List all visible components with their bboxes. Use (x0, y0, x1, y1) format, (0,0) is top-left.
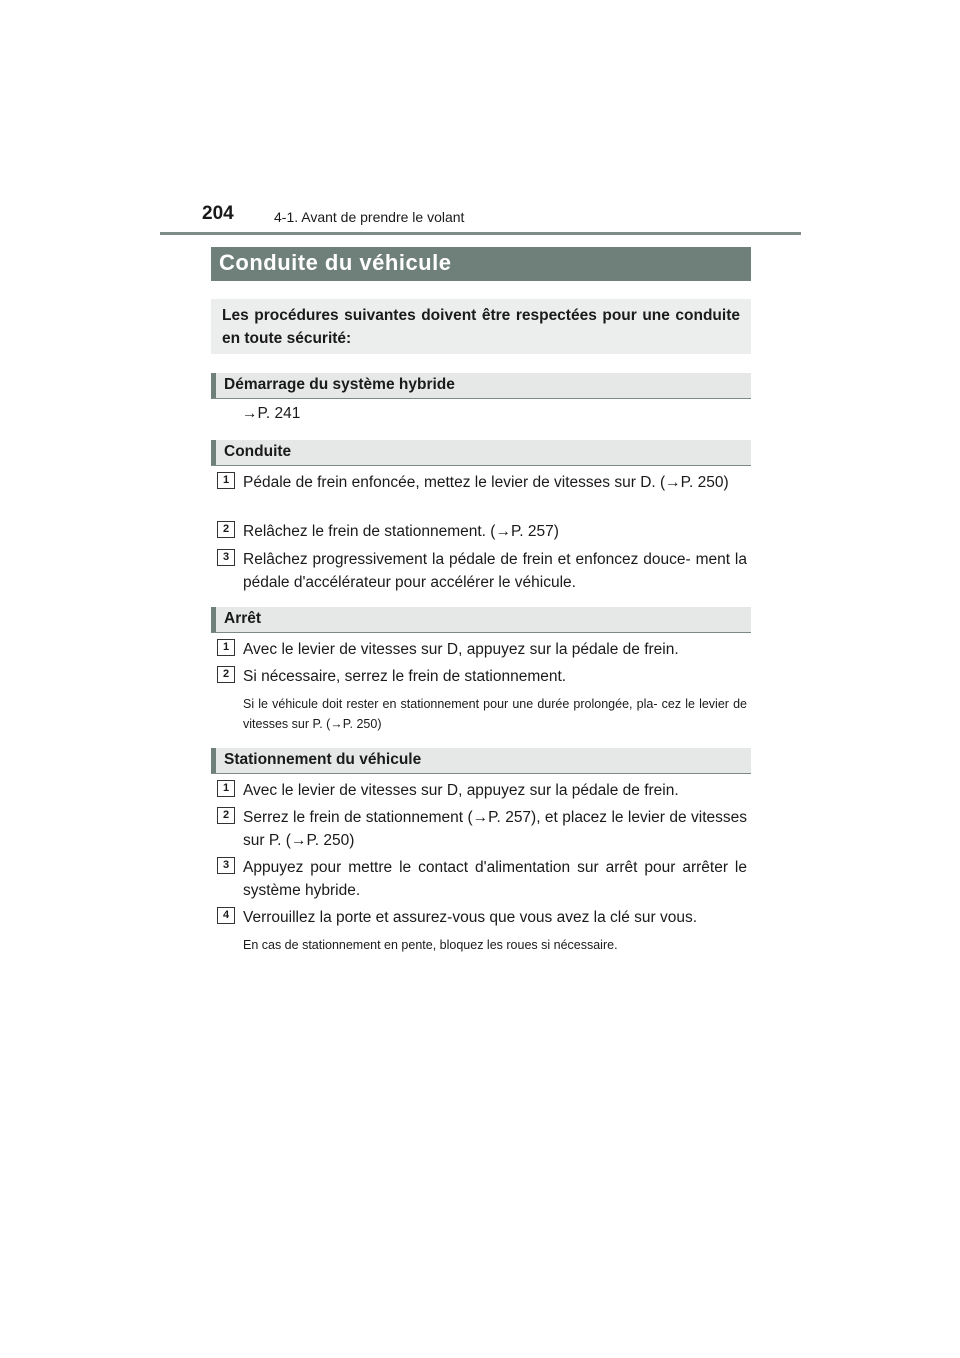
step-number-badge: 1 (217, 639, 235, 656)
chapter-title: 4-1. Avant de prendre le volant (274, 209, 465, 225)
step-text: Verrouillez la porte et assurez-vous que vous avez la clé sur vous. (243, 909, 698, 926)
heading-label: Conduite (224, 443, 292, 460)
step-item (217, 548, 747, 594)
note-text: En cas de stationnement en pente, bloquez les roues si nécessaire. (243, 938, 618, 952)
heading-label: Démarrage du système hybride (224, 376, 455, 393)
heading-label: Stationnement du véhicule (224, 751, 422, 768)
step-text: Appuyez pour mettre le contact d'alimentation sur arrêt pour arrêter le système hybride. (243, 859, 747, 899)
step-text: Pédale de frein enfoncée, mettez le levier de vitesses sur D. (→P. 250) (243, 474, 729, 491)
step-text: Relâchez progressivement la pédale de frein et enfoncez douce- ment la pédale d'accélérateur pour accélérer le véhicule. (243, 551, 747, 591)
step-item (217, 906, 747, 929)
note-text: Si le véhicule doit rester en stationnement pour une durée prolongée, pla- cez le levier de vitesses sur P. (→P. 250) (243, 697, 747, 731)
step-item (217, 665, 747, 688)
step-number-badge: 1 (217, 472, 235, 489)
heading-driving (211, 440, 751, 466)
intro-text: Les procédures suivantes doivent être respectées pour une conduite en toute sécurité: (222, 307, 740, 347)
page-title: Conduite du véhicule (219, 250, 452, 275)
step-item (217, 806, 747, 852)
step-text: Avec le levier de vitesses sur D, appuyez sur la pédale de frein. (243, 641, 679, 658)
step-text: Relâchez le frein de stationnement. (→P. 257) (243, 523, 559, 540)
heading-parking (211, 748, 751, 774)
step-item (217, 638, 747, 661)
step-number-badge: 2 (217, 666, 235, 683)
page-reference-link[interactable]: →P. 241 (242, 405, 301, 422)
step-text: Serrez le frein de stationnement (→P. 257), et placez le levier de vitesses sur P. (→P. 250) (243, 809, 747, 849)
step-text: Si nécessaire, serrez le frein de stationnement. (243, 668, 567, 685)
step-number-badge: 2 (217, 521, 235, 538)
step-item (217, 471, 747, 494)
step-number-badge: 4 (217, 907, 235, 924)
step-number-badge: 3 (217, 857, 235, 874)
intro-box (211, 299, 751, 354)
step-number-badge: 2 (217, 807, 235, 824)
step-item (217, 779, 747, 802)
heading-label: Arrêt (224, 610, 262, 627)
section-title-bar (211, 247, 751, 281)
step-number-badge: 3 (217, 549, 235, 566)
heading-start-hybrid (211, 373, 751, 399)
page-number: 204 (202, 203, 234, 224)
step-number-badge: 1 (217, 780, 235, 797)
step-item (217, 520, 747, 543)
heading-stop (211, 607, 751, 633)
header-rule (160, 232, 801, 235)
step-text: Avec le levier de vitesses sur D, appuyez sur la pédale de frein. (243, 782, 679, 799)
page-header (196, 203, 801, 231)
step-item (217, 856, 747, 902)
